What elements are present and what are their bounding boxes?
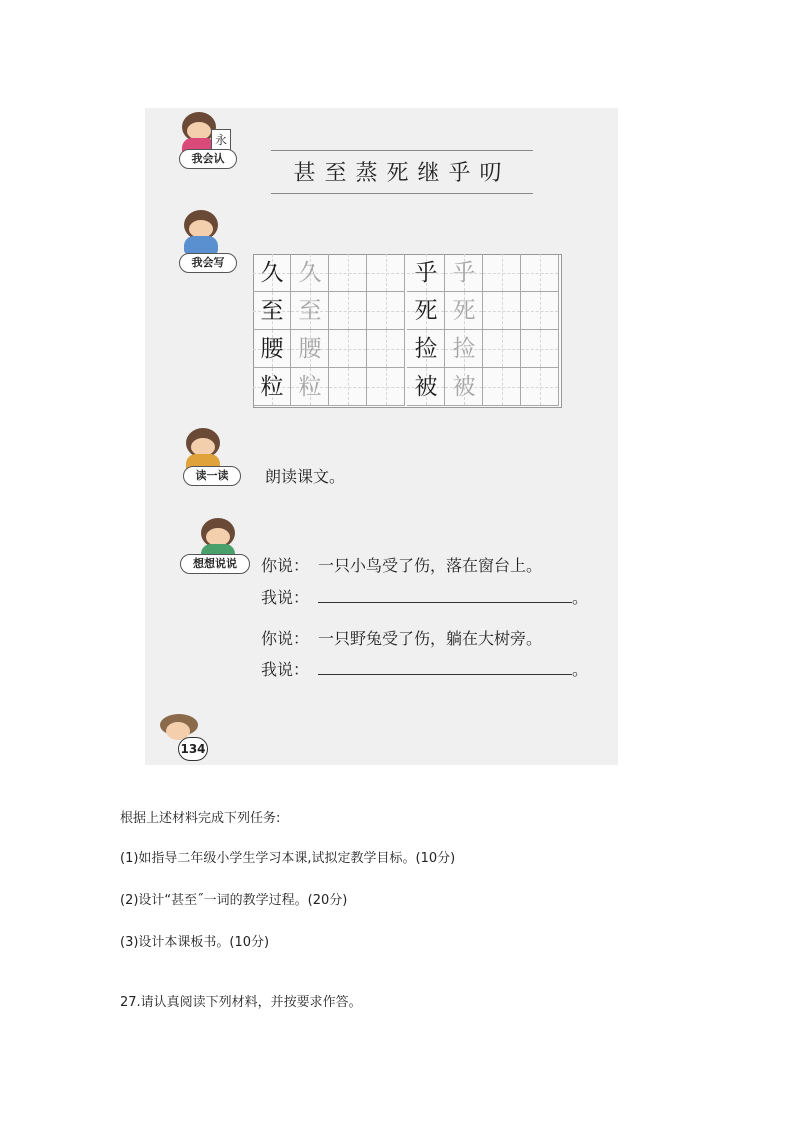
grid-cell	[407, 330, 445, 368]
model-character-box: 永	[211, 129, 231, 151]
answer-blank-2[interactable]	[318, 674, 572, 675]
trace-character: 乎	[452, 260, 476, 286]
model-character: 腰	[260, 336, 284, 362]
grid-cell[interactable]	[329, 368, 367, 406]
page-number: 134	[178, 737, 208, 761]
grid-cell[interactable]	[483, 292, 521, 330]
section-label-read: 读一读	[183, 466, 241, 486]
grid-cell[interactable]	[329, 292, 367, 330]
next-question: 27.请认真阅读下列材料，并按要求作答。	[120, 995, 362, 1010]
recognize-characters: 甚至蒸死继乎叨	[293, 161, 511, 186]
grid-cell	[407, 292, 445, 330]
grid-cell[interactable]	[483, 368, 521, 406]
grid-cell	[445, 254, 483, 292]
recognize-characters-box	[271, 150, 533, 194]
you-say-text-2: 一只野兔受了伤，躺在大树旁。	[318, 629, 543, 648]
read-instruction: 朗读课文。	[265, 467, 346, 486]
grid-cell	[291, 292, 329, 330]
section-label-write: 我会写	[179, 253, 237, 273]
you-say-text-1: 一只小鸟受了伤，落在窗台上。	[318, 556, 543, 575]
grid-cell	[253, 254, 291, 292]
model-character: 至	[260, 298, 284, 324]
grid-cell	[291, 330, 329, 368]
grid-cell[interactable]	[483, 330, 521, 368]
task-item-3: (3)设计本课板书。(10分)	[120, 935, 270, 950]
grid-cell	[407, 368, 445, 406]
model-character: 久	[260, 260, 284, 286]
grid-cell[interactable]	[367, 292, 405, 330]
answer-blank-1[interactable]	[318, 602, 572, 603]
model-character: 粒	[260, 374, 284, 400]
i-say-label-1: 我说：	[261, 588, 310, 607]
trace-character: 死	[452, 298, 476, 324]
answer-end-mark-1: 。	[572, 588, 589, 607]
grid-cell	[291, 368, 329, 406]
grid-cell[interactable]	[329, 254, 367, 292]
grid-cell	[253, 368, 291, 406]
section-label-recognize: 我会认	[179, 149, 237, 169]
task-item-2: (2)设计“甚至˝一词的教学过程。(20分)	[120, 893, 348, 908]
grid-cell[interactable]	[367, 330, 405, 368]
grid-cell	[445, 368, 483, 406]
trace-character: 被	[452, 374, 476, 400]
task-intro: 根据上述材料完成下列任务:	[120, 811, 281, 826]
trace-character: 至	[298, 298, 322, 324]
trace-character: 腰	[298, 336, 322, 362]
grid-cell[interactable]	[483, 254, 521, 292]
grid-cell[interactable]	[367, 368, 405, 406]
you-say-label-2: 你说：	[261, 629, 310, 648]
grid-cell[interactable]	[521, 254, 559, 292]
grid-cell[interactable]	[521, 368, 559, 406]
model-character: 死	[414, 298, 438, 324]
grid-cell	[407, 254, 445, 292]
grid-cell[interactable]	[367, 254, 405, 292]
model-character: 被	[414, 374, 438, 400]
trace-character: 粒	[298, 374, 322, 400]
grid-cell	[253, 292, 291, 330]
grid-cell	[253, 330, 291, 368]
grid-cell[interactable]	[521, 292, 559, 330]
grid-cell[interactable]	[521, 330, 559, 368]
grid-cell[interactable]	[329, 330, 367, 368]
model-character: 乎	[414, 260, 438, 286]
you-say-label-1: 你说：	[261, 556, 310, 575]
grid-cell	[445, 330, 483, 368]
i-say-label-2: 我说：	[261, 660, 310, 679]
task-item-1: (1)如指导二年级小学生学习本课,试拟定教学目标。(10分)	[120, 851, 456, 866]
grid-cell	[445, 292, 483, 330]
model-character: 捡	[414, 336, 438, 362]
trace-character: 久	[298, 260, 322, 286]
section-label-think: 想想说说	[180, 554, 250, 574]
answer-end-mark-2: 。	[572, 660, 589, 679]
trace-character: 捡	[452, 336, 476, 362]
grid-cell	[291, 254, 329, 292]
